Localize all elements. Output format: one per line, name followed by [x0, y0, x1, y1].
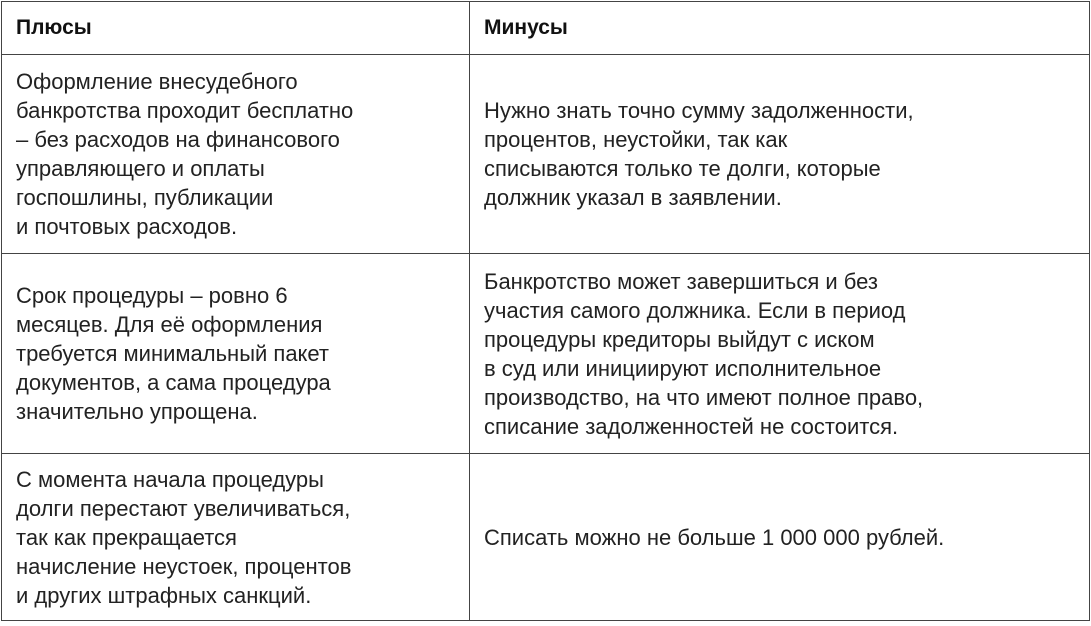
- header-row: [2, 2, 1090, 55]
- pros-cell: Оформление внесудебного банкротства проходит бесплатно – без расходов на финансового управляющего и оплаты госпошлины, публикации и почтовых расходов.: [2, 55, 470, 254]
- cons-cell: Нужно знать точно сумму задолженности, процентов, неустойки, так как списываются только те долги, которые должник указал в заявлении.: [470, 55, 1090, 254]
- table-row: [2, 55, 1090, 254]
- cons-cell: Банкротство может завершиться и без участия самого должника. Если в период процедуры кредиторы выйдут с иском в суд или инициируют исполнительное производство, на что имеют полное право, списание задолженностей не состоится.: [470, 254, 1090, 454]
- pros-cell: С момента начала процедуры долги перестают увеличиваться, так как прекращается начисление неустоек, процентов и других штрафных санкций.: [2, 454, 470, 621]
- pros-cell: Срок процедуры – ровно 6 месяцев. Для её оформления требуется минимальный пакет документов, а сама процедура значительно упрощена.: [2, 254, 470, 454]
- header-pros: Плюсы: [2, 2, 470, 55]
- table-row: [2, 454, 1090, 621]
- table-row: [2, 254, 1090, 454]
- header-cons: Минусы: [470, 2, 1090, 55]
- cons-cell: Списать можно не больше 1 000 000 рублей.: [470, 454, 1090, 621]
- pros-cons-table: [1, 1, 1090, 621]
